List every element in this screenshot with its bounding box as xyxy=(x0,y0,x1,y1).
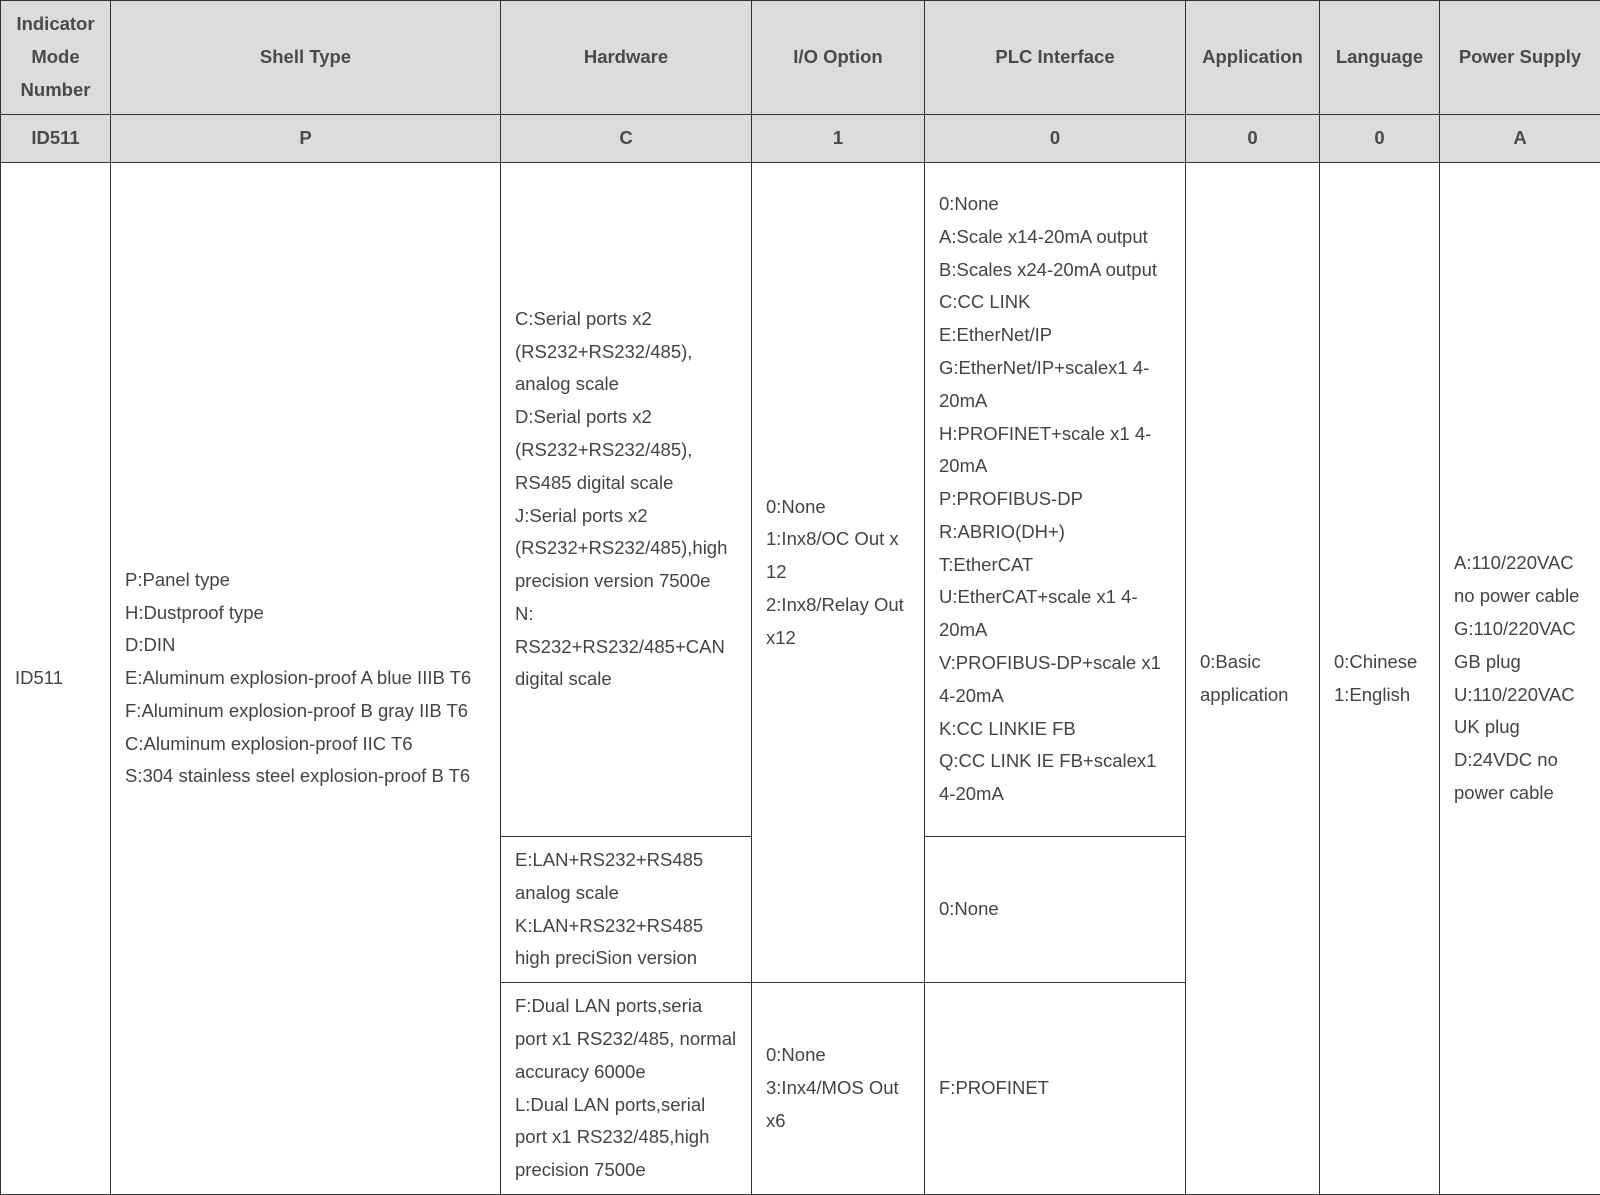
header-shell-type: Shell Type xyxy=(111,1,501,115)
example-application: 0 xyxy=(1186,115,1320,163)
power-options-cell xyxy=(1440,163,1600,1195)
hardware-options-b-list xyxy=(515,844,737,975)
option-line: J:Serial ports x2 (RS232+RS232/485),high precision version 7500e xyxy=(515,500,737,598)
option-line: 0:Chinese xyxy=(1334,646,1425,679)
plc-options-a-list xyxy=(939,188,1171,811)
shell-options-cell xyxy=(111,163,501,1195)
option-line: K:CC LINKIE FB xyxy=(939,713,1171,746)
option-line: 0:None xyxy=(939,188,1171,221)
application-options-list xyxy=(1200,646,1305,712)
option-line: U:110/220VAC UK plug xyxy=(1454,679,1586,745)
header-plc-interface: PLC Interface xyxy=(925,1,1186,115)
option-line: V:PROFIBUS-DP+scale x1 4-20mA xyxy=(939,647,1171,713)
application-options-cell xyxy=(1186,163,1320,1195)
header-row xyxy=(1,1,1600,115)
option-line: L:Dual LAN ports,serial port x1 RS232/485,high precision 7500e xyxy=(515,1089,737,1187)
power-options-list xyxy=(1454,547,1586,809)
option-line: P:Panel type xyxy=(125,564,486,597)
plc-options-b xyxy=(925,837,1186,983)
hardware-options-a-list xyxy=(515,303,737,697)
hardware-options-a xyxy=(501,163,752,837)
option-line: C:Aluminum explosion-proof IIC T6 xyxy=(125,728,486,761)
option-line: G:110/220VAC GB plug xyxy=(1454,613,1586,679)
option-line: P:PROFIBUS-DP xyxy=(939,483,1171,516)
example-shell: P xyxy=(111,115,501,163)
example-code-row xyxy=(1,115,1600,163)
language-options-list xyxy=(1334,646,1425,712)
option-line: C:CC LINK xyxy=(939,286,1171,319)
option-line: R:ABRIO(DH+) xyxy=(939,516,1171,549)
option-line: H:Dustproof type xyxy=(125,597,486,630)
option-line: 0:Basic application xyxy=(1200,646,1305,712)
header-hardware: Hardware xyxy=(501,1,752,115)
option-line: A:110/220VAC no power cable xyxy=(1454,547,1586,613)
option-line: K:LAN+RS232+RS485 high preciSion version xyxy=(515,910,737,976)
example-hardware: C xyxy=(501,115,752,163)
io-options-a-list xyxy=(766,491,910,655)
hardware-options-b xyxy=(501,837,752,983)
plc-options-b-list xyxy=(939,893,1171,926)
io-options-c-list xyxy=(766,1039,910,1137)
plc-options-c-list xyxy=(939,1072,1171,1105)
example-plc: 0 xyxy=(925,115,1186,163)
example-io: 1 xyxy=(752,115,925,163)
header-io-option: I/O Option xyxy=(752,1,925,115)
option-line: N: RS232+RS232/485+CAN digital scale xyxy=(515,598,737,696)
option-line: S:304 stainless steel explosion-proof B T6 xyxy=(125,760,486,793)
option-line: A:Scale x14-20mA output xyxy=(939,221,1171,254)
option-line: 1:Inx8/OC Out x 12 xyxy=(766,523,910,589)
option-line: 0:None xyxy=(766,1039,910,1072)
option-line: 3:Inx4/MOS Out x6 xyxy=(766,1072,910,1138)
example-model: ID511 xyxy=(1,115,111,163)
shell-options-list xyxy=(125,564,486,794)
option-line: D:Serial ports x2 (RS232+RS232/485), RS485 digital scale xyxy=(515,401,737,499)
io-options-a xyxy=(752,163,925,983)
header-power-supply: Power Supply xyxy=(1440,1,1600,115)
header-model-number: Indicator Mode Number xyxy=(1,1,111,115)
hardware-options-c-list xyxy=(515,990,737,1187)
hardware-options-c xyxy=(501,983,752,1195)
option-line: D:24VDC no power cable xyxy=(1454,744,1586,810)
option-line: F:Aluminum explosion-proof B gray IIB T6 xyxy=(125,695,486,728)
option-line: C:Serial ports x2 (RS232+RS232/485), analog scale xyxy=(515,303,737,401)
option-line: U:EtherCAT+scale x1 4-20mA xyxy=(939,581,1171,647)
example-power: A xyxy=(1440,115,1600,163)
option-line: 0:None xyxy=(766,491,910,524)
option-line: D:DIN xyxy=(125,629,486,662)
option-line: T:EtherCAT xyxy=(939,549,1171,582)
header-language: Language xyxy=(1320,1,1440,115)
option-line: E:EtherNet/IP xyxy=(939,319,1171,352)
plc-options-a xyxy=(925,163,1186,837)
body-model-cell: ID511 xyxy=(1,163,111,1195)
option-line: G:EtherNet/IP+scalex1 4-20mA xyxy=(939,352,1171,418)
option-line: F:PROFINET xyxy=(939,1072,1171,1105)
plc-options-c xyxy=(925,983,1186,1195)
option-line: 0:None xyxy=(939,893,1171,926)
option-line: B:Scales x24-20mA output xyxy=(939,254,1171,287)
option-row-a xyxy=(1,163,1600,837)
option-line: F:Dual LAN ports,seria port x1 RS232/485, normal accuracy 6000e xyxy=(515,990,737,1088)
option-line: 1:English xyxy=(1334,679,1425,712)
example-language: 0 xyxy=(1320,115,1440,163)
header-application: Application xyxy=(1186,1,1320,115)
option-line: Q:CC LINK IE FB+scalex1 4-20mA xyxy=(939,745,1171,811)
io-options-c xyxy=(752,983,925,1195)
option-line: E:LAN+RS232+RS485 analog scale xyxy=(515,844,737,910)
option-line: E:Aluminum explosion-proof A blue IIIB T6 xyxy=(125,662,486,695)
language-options-cell xyxy=(1320,163,1440,1195)
option-line: H:PROFINET+scale x1 4-20mA xyxy=(939,418,1171,484)
option-line: 2:Inx8/Relay Out x12 xyxy=(766,589,910,655)
